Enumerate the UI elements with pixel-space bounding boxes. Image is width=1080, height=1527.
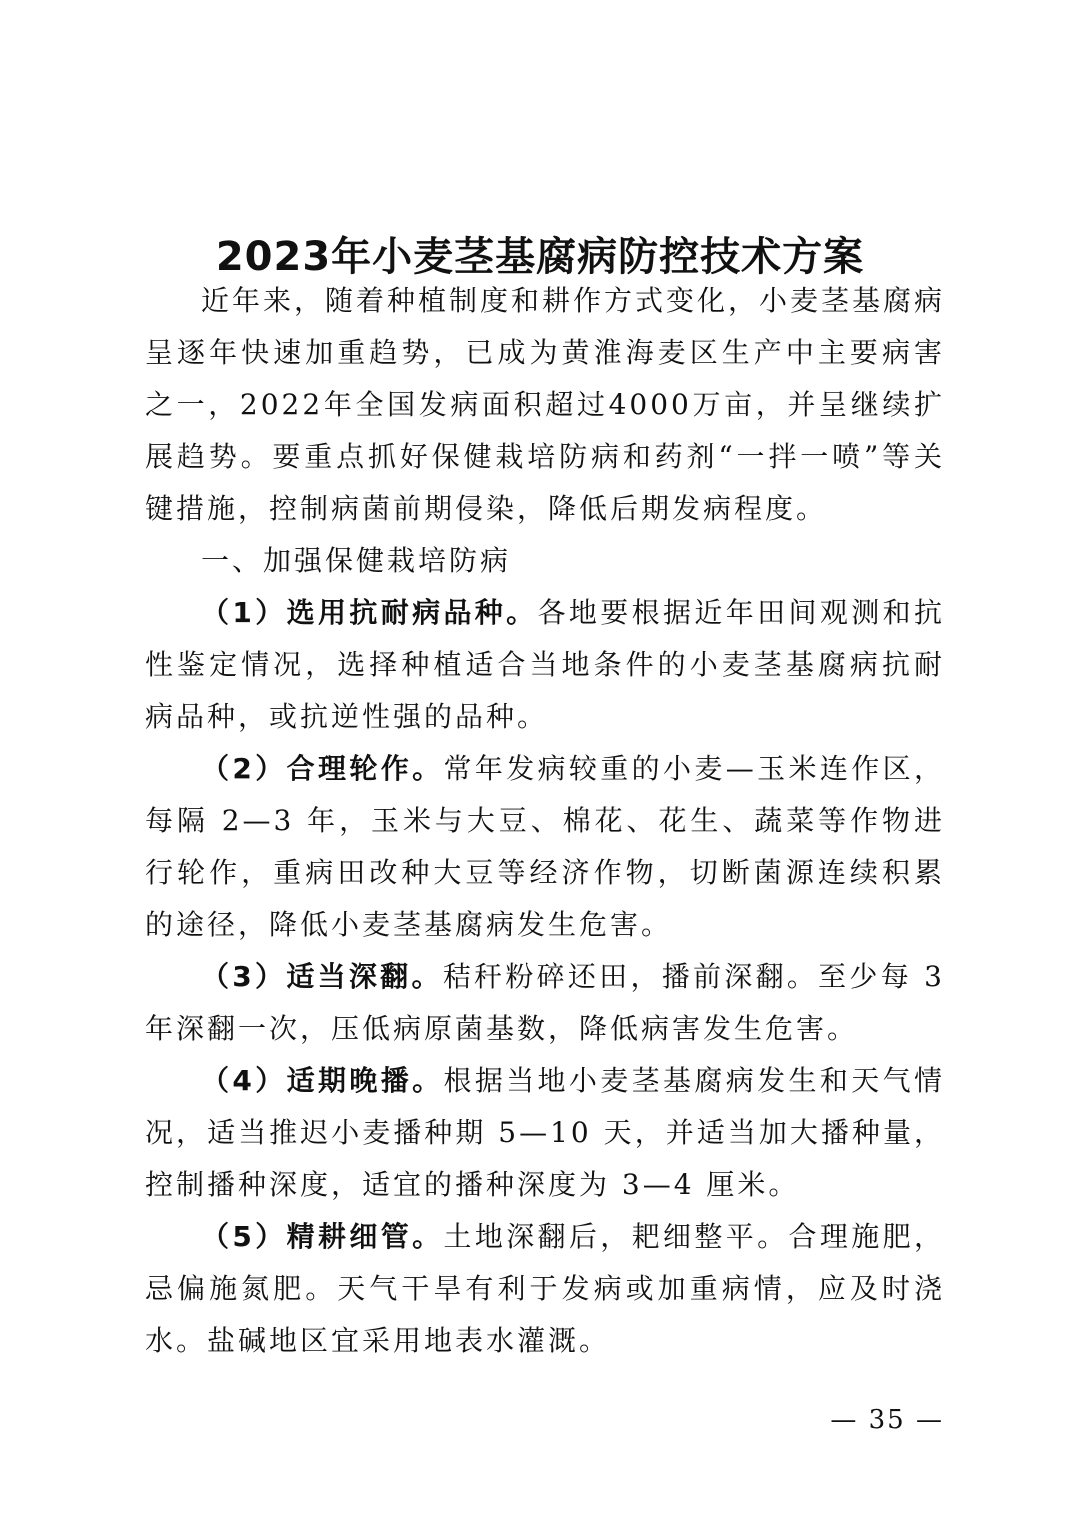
item-text-3: 秸秆粉碎还田，播前深翻。至少每 3 年深翻一次，压低病原菌基数，降低病害发生危害。 bbox=[145, 960, 945, 1045]
section-heading: 一、加强保健栽培防病 bbox=[201, 544, 512, 577]
item-label-1: （1）选用抗耐病品种。 bbox=[201, 596, 538, 629]
page-number: — 35 — bbox=[830, 1405, 944, 1435]
item-paragraph-5 bbox=[145, 1211, 945, 1367]
item-label-3: （3）适当深翻。 bbox=[201, 960, 443, 993]
item-paragraph-3 bbox=[145, 951, 945, 1055]
item-paragraph-1 bbox=[145, 587, 945, 743]
item-text-4: 根据当地小麦茎基腐病发生和天气情况，适当推迟小麦播种期 5—10 天，并适当加大播种量，控制播种深度，适宜的播种深度为 3—4 厘米。 bbox=[145, 1064, 945, 1201]
document-title: 2023年小麦茎基腐病防控技术方案 bbox=[215, 233, 865, 280]
item-text-1: 各地要根据近年田间观测和抗性鉴定情况，选择种植适合当地条件的小麦茎基腐病抗耐病品种，或抗逆性强的品种。 bbox=[145, 596, 945, 733]
item-label-2: （2）合理轮作。 bbox=[201, 752, 444, 785]
item-paragraph-2 bbox=[145, 743, 945, 951]
item-label-4: （4）适期晚播。 bbox=[201, 1064, 444, 1097]
item-paragraph-4 bbox=[145, 1055, 945, 1211]
item-text-5: 土地深翻后，耙细整平。合理施肥，忌偏施氮肥。天气干旱有利于发病或加重病情，应及时浇水。盐碱地区宜采用地表水灌溉。 bbox=[145, 1220, 945, 1357]
item-label-5: （5）精耕细管。 bbox=[201, 1220, 444, 1253]
intro-paragraph: 近年来，随着种植制度和耕作方式变化，小麦茎基腐病呈逐年快速加重趋势，已成为黄淮海麦区生产中主要病害之一，2022年全国发病面积超过4000万亩，并呈继续扩展趋势。要重点抓好保健栽培防病和药剂“一拌一喷”等关键措施，控制病菌前期侵染，降低后期发病程度。 bbox=[145, 284, 946, 525]
item-text-2: 常年发病较重的小麦—玉米连作区，每隔 2—3 年，玉米与大豆、棉花、花生、蔬菜等作物进行轮作，重病田改种大豆等经济作物，切断菌源连续积累的途径，降低小麦茎基腐病发生危害。 bbox=[145, 752, 945, 941]
document-body bbox=[145, 275, 945, 1367]
